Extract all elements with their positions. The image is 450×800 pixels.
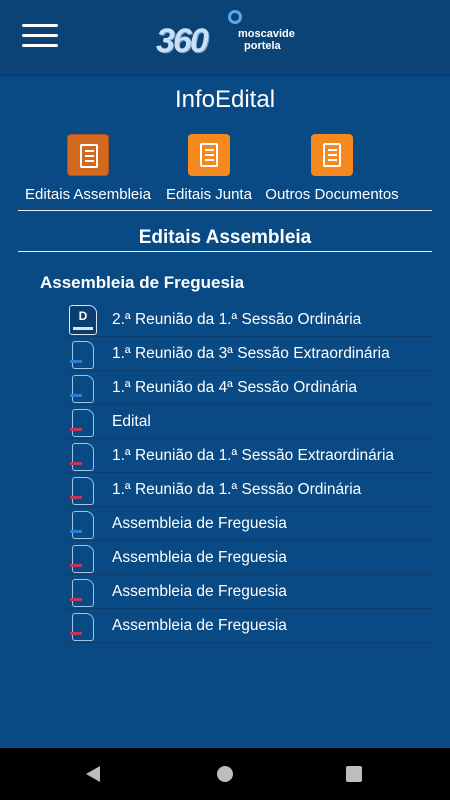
document-label: 1.ª Reunião da 1.ª Sessão Ordinária bbox=[112, 481, 362, 498]
category-outros-documentos[interactable] bbox=[262, 134, 402, 203]
list-item[interactable] bbox=[66, 575, 432, 609]
back-icon[interactable] bbox=[86, 766, 100, 782]
file-icon bbox=[72, 443, 94, 471]
file-icon bbox=[72, 613, 94, 641]
category-label: Editais Assembleia bbox=[25, 186, 151, 203]
list-item[interactable] bbox=[66, 405, 432, 439]
logo-line-2: portela bbox=[244, 40, 281, 52]
app-logo bbox=[156, 10, 296, 68]
document-label: 1.ª Reunião da 4ª Sessão Ordinária bbox=[112, 379, 357, 396]
list-item[interactable] bbox=[66, 371, 432, 405]
document-label: Assembleia de Freguesia bbox=[112, 549, 287, 566]
file-icon bbox=[72, 545, 94, 573]
divider bbox=[18, 210, 432, 211]
category-label: Outros Documentos bbox=[265, 186, 399, 203]
file-icon bbox=[72, 477, 94, 505]
list-item[interactable] bbox=[66, 541, 432, 575]
recent-apps-icon[interactable] bbox=[346, 766, 362, 782]
menu-icon[interactable] bbox=[22, 24, 58, 48]
home-icon[interactable] bbox=[217, 766, 233, 782]
logo-number: 360 bbox=[156, 22, 207, 60]
location-pin-icon bbox=[228, 10, 242, 24]
list-item[interactable] bbox=[66, 439, 432, 473]
section-title: Editais Assembleia bbox=[138, 227, 312, 248]
document-icon bbox=[67, 134, 109, 176]
group-title: Assembleia de Freguesia bbox=[40, 273, 245, 292]
document-label: Assembleia de Freguesia bbox=[112, 617, 287, 634]
document-list bbox=[66, 303, 432, 643]
document-check-icon bbox=[311, 134, 353, 176]
document-label: Edital bbox=[112, 413, 151, 430]
category-editais-junta[interactable] bbox=[162, 134, 256, 203]
file-icon bbox=[72, 341, 94, 369]
divider bbox=[18, 251, 432, 252]
document-label: Assembleia de Freguesia bbox=[112, 583, 287, 600]
list-item[interactable] bbox=[66, 337, 432, 371]
logo-line-1: moscavide bbox=[238, 28, 295, 40]
category-editais-assembleia[interactable] bbox=[22, 134, 154, 203]
d-document-icon: D bbox=[69, 305, 97, 335]
file-icon bbox=[72, 579, 94, 607]
file-icon bbox=[72, 511, 94, 539]
document-label: Assembleia de Freguesia bbox=[112, 515, 287, 532]
category-label: Editais Junta bbox=[166, 186, 252, 203]
page-title: InfoEdital bbox=[174, 86, 276, 113]
file-icon bbox=[72, 375, 94, 403]
document-label: 1.ª Reunião da 3ª Sessão Extraordinária bbox=[112, 345, 390, 362]
list-item[interactable] bbox=[66, 473, 432, 507]
file-icon bbox=[72, 409, 94, 437]
document-label: 2.ª Reunião da 1.ª Sessão Ordinária bbox=[112, 311, 362, 328]
list-item[interactable] bbox=[66, 507, 432, 541]
document-icon bbox=[188, 134, 230, 176]
list-item[interactable] bbox=[66, 609, 432, 643]
app-bar bbox=[0, 0, 450, 76]
system-nav-bar bbox=[0, 748, 450, 800]
document-label: 1.ª Reunião da 1.ª Sessão Extraordinária bbox=[112, 447, 395, 464]
list-item[interactable] bbox=[66, 303, 432, 337]
